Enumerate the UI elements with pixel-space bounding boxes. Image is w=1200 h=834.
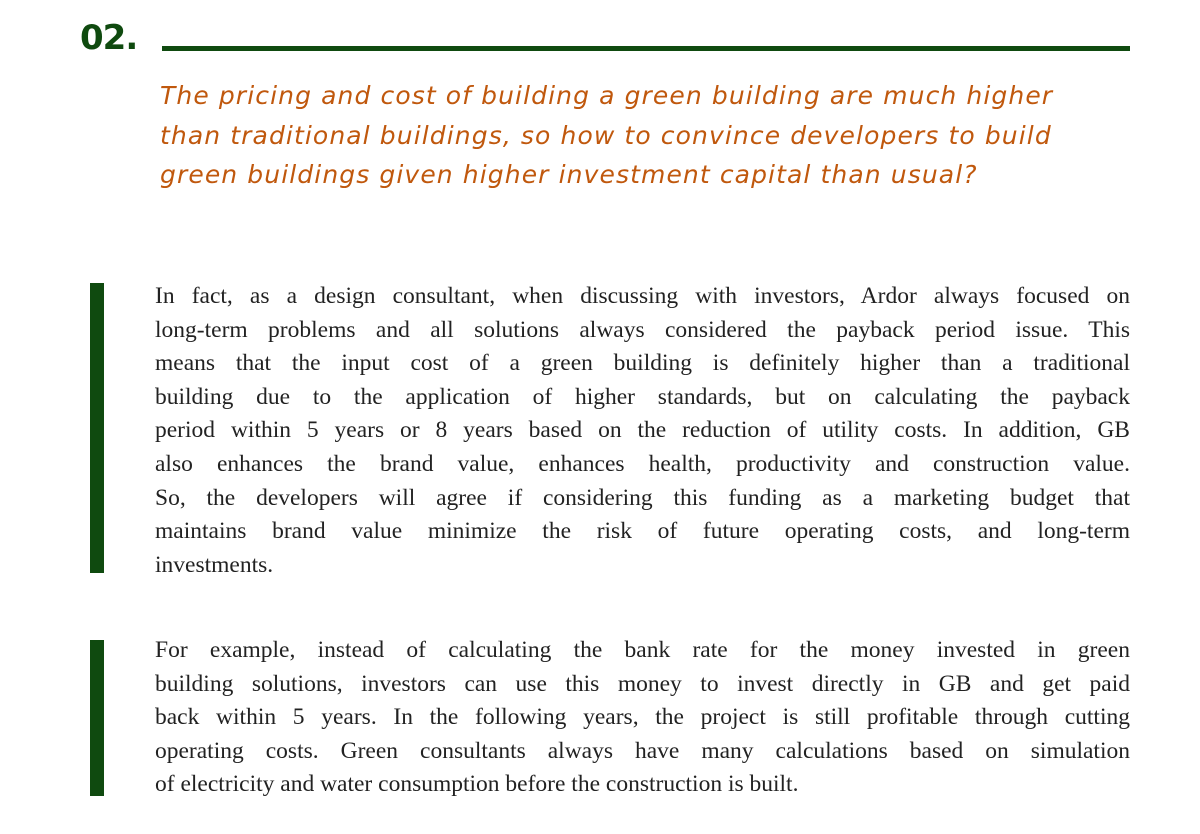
paragraph-line: operating costs. Green consultants always have many calculations based on simulation <box>155 737 1130 764</box>
paragraph-accent-bar <box>90 640 104 796</box>
paragraph-accent-bar <box>90 283 104 573</box>
paragraph-line: In fact, as a design consultant, when discussing with investors, Ardor always focused on <box>155 283 1130 309</box>
paragraph-line: of electricity and water consumption before the construction is built. <box>155 771 799 798</box>
paragraph-line: back within 5 years. In the following years, the project is still profitable through cutting <box>155 704 1130 731</box>
answer-paragraph-2 <box>155 634 1130 802</box>
paragraph-line: building due to the application of higher standards, but on calculating the payback <box>155 383 1130 410</box>
paragraph-line: maintains brand value minimize the risk of future operating costs, and long-term <box>155 518 1130 545</box>
paragraph-line: building solutions, investors can use this money to invest directly in GB and get paid <box>155 670 1130 697</box>
paragraph-line: For example, instead of calculating the bank rate for the money invested in green <box>155 637 1130 663</box>
answer-paragraph-1 <box>155 280 1130 582</box>
question-line: green buildings given higher investment capital than usual? <box>160 160 978 189</box>
header-divider <box>162 46 1130 51</box>
paragraph-line: long-term problems and all solutions always considered the payback period issue. This <box>155 316 1130 343</box>
question-line: The pricing and cost of building a green building are much higher <box>160 81 1054 110</box>
paragraph-line: means that the input cost of a green building is definitely higher than a traditional <box>155 350 1130 377</box>
paragraph-line: So, the developers will agree if considering this funding as a marketing budget that <box>155 484 1130 511</box>
question-line: than traditional buildings, so how to convince developers to build <box>160 120 1052 150</box>
paragraph-line: investments. <box>155 551 274 578</box>
paragraph-line: also enhances the brand value, enhances health, productivity and construction value. <box>155 450 1130 477</box>
question-heading <box>160 76 1140 195</box>
section-number: 02. <box>80 18 138 58</box>
paragraph-line: period within 5 years or 8 years based on the reduction of utility costs. In addition, GB <box>155 417 1130 444</box>
